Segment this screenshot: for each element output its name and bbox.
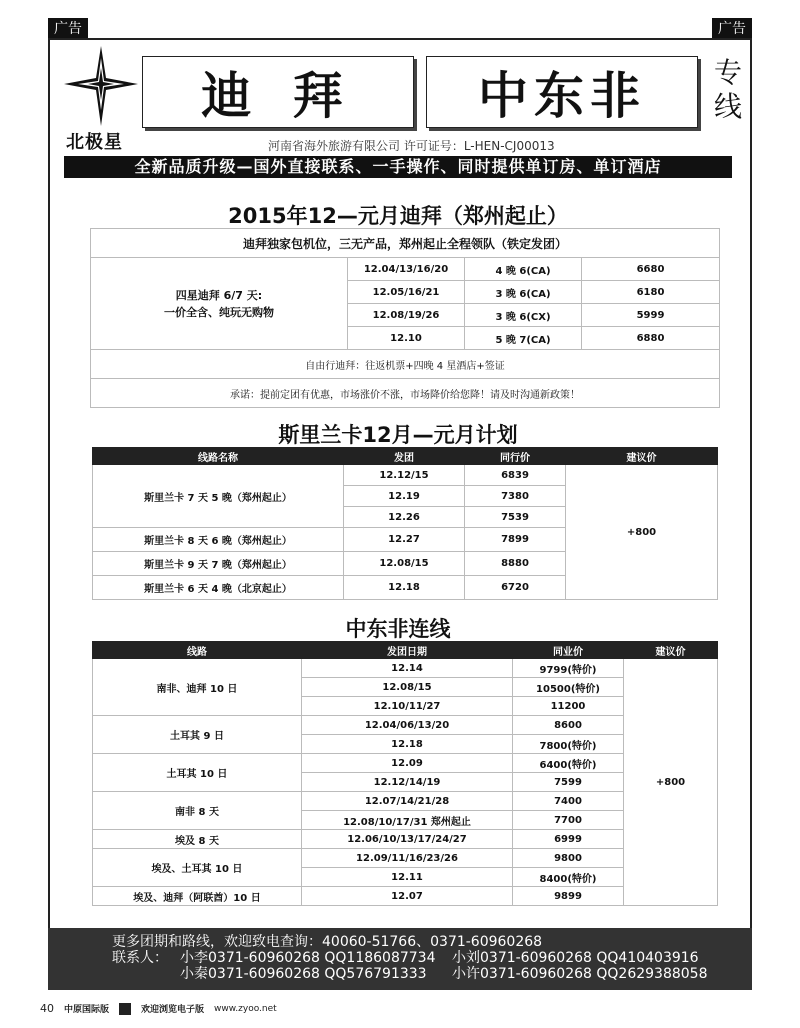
dubai-stay: 4 晚 6(CA) (465, 258, 582, 281)
contacts-label: 联系人： (112, 950, 168, 966)
contact-person: 小刘0371-60960268 QQ410403916 (452, 950, 699, 966)
col-route: 线路名称 (93, 448, 344, 465)
peer-price: 7700 (513, 811, 624, 830)
depart-date: 12.26 (344, 507, 465, 528)
edition-logo-icon (119, 1003, 131, 1015)
depart-date: 12.14 (302, 659, 513, 678)
page-number: 40 (40, 1002, 54, 1015)
dubai-table (90, 228, 720, 408)
depart-date: 12.18 (344, 576, 465, 600)
route-name: 埃及 8 天 (93, 830, 302, 849)
col-peer-price: 同行价 (465, 448, 566, 465)
peer-price: 7599 (513, 773, 624, 792)
depart-date: 12.11 (302, 868, 513, 887)
dubai-date: 12.04/13/16/20 (348, 258, 465, 281)
title-dubai: 迪 拜 (142, 56, 414, 128)
depart-date: 12.07/14/21/28 (302, 792, 513, 811)
section3-title: 中东非连线 (345, 617, 451, 641)
peer-price: 6839 (465, 465, 566, 486)
depart-date: 12.09/11/16/23/26 (302, 849, 513, 868)
e-edition-text: 欢迎浏览电子版 (141, 1005, 205, 1015)
peer-price: 9800 (513, 849, 624, 868)
col-suggest-price: 建议价 (624, 642, 718, 659)
dubai-package-label: 四星迪拜 6/7 天: 一价全含、纯玩无购物 (91, 258, 348, 350)
depart-date: 12.09 (302, 754, 513, 773)
peer-price: 7800(特价) (513, 735, 624, 754)
contact-footer (48, 928, 752, 990)
depart-date: 12.08/10/17/31 郑州起止 (302, 811, 513, 830)
contact-person: 小许0371-60960268 QQ2629388058 (452, 966, 708, 982)
depart-date: 12.04/06/13/20 (302, 716, 513, 735)
peer-price: 7899 (465, 528, 566, 552)
route-name: 土耳其 9 日 (93, 716, 302, 754)
dubai-stay: 3 晚 6(CA) (465, 281, 582, 304)
depart-date: 12.19 (344, 486, 465, 507)
edition-name: 中原国际版 (64, 1005, 110, 1015)
slogan-banner: 全新品质升级—国外直接联系、一手操作、同时提供单订房、单订酒店 (64, 156, 732, 178)
dubai-table-head: 迪拜独家包机位，三无产品，郑州起止全程领队（铁定发团） (91, 229, 720, 258)
peer-price: 6999 (513, 830, 624, 849)
depart-date: 12.12/14/19 (302, 773, 513, 792)
ad-tag-left: 广告 (48, 18, 88, 40)
route-name: 南非 8 天 (93, 792, 302, 830)
peer-price: 9899 (513, 887, 624, 906)
dubai-note-freetravel: 自由行迪拜：往返机票+四晚 4 星酒店+签证 (91, 350, 720, 379)
dubai-stay: 5 晚 7(CA) (465, 327, 582, 350)
route-name: 埃及、土耳其 10 日 (93, 849, 302, 887)
route-name: 斯里兰卡 9 天 7 晚（郑州起止） (93, 552, 344, 576)
col-peer-price: 同业价 (513, 642, 624, 659)
depart-date: 12.18 (302, 735, 513, 754)
peer-price: 11200 (513, 697, 624, 716)
contact-person: 小李0371-60960268 QQ1186087734 (180, 950, 436, 966)
col-route: 线路 (93, 642, 302, 659)
peer-price: 6400(特价) (513, 754, 624, 773)
suggest-price: +800 (566, 465, 718, 600)
dubai-price: 6880 (582, 327, 720, 350)
col-suggest-price: 建议价 (566, 448, 718, 465)
dubai-stay: 3 晚 6(CX) (465, 304, 582, 327)
agency-info: 河南省海外旅游有限公司 许可证号：L-HEN-CJ00013 (268, 139, 555, 153)
contact-person: 小秦0371-60960268 QQ576791333 (180, 966, 427, 982)
dubai-date: 12.05/16/21 (348, 281, 465, 304)
peer-price: 9799(特价) (513, 659, 624, 678)
route-name: 埃及、迪拜（阿联酋）10 日 (93, 887, 302, 906)
route-name: 土耳其 10 日 (93, 754, 302, 792)
section2-title: 斯里兰卡12月—元月计划 (278, 423, 518, 447)
depart-date: 12.10/11/27 (302, 697, 513, 716)
page-bar (40, 1002, 277, 1015)
title-side-text: 专线 (713, 56, 742, 123)
suggest-price: +800 (624, 659, 718, 906)
peer-price: 8400(特价) (513, 868, 624, 887)
depart-date: 12.07 (302, 887, 513, 906)
depart-date: 12.08/15 (344, 552, 465, 576)
website-link[interactable]: www.zyoo.net (214, 1003, 277, 1014)
peer-price: 7400 (513, 792, 624, 811)
depart-date: 12.08/15 (302, 678, 513, 697)
ad-tag-right: 广告 (712, 18, 752, 40)
dubai-date: 12.08/19/26 (348, 304, 465, 327)
peer-price: 7380 (465, 486, 566, 507)
depart-date: 12.12/15 (344, 465, 465, 486)
peer-price: 7539 (465, 507, 566, 528)
peer-price: 10500(特价) (513, 678, 624, 697)
route-name: 斯里兰卡 6 天 4 晚（北京起止） (93, 576, 344, 600)
route-name: 斯里兰卡 8 天 6 晚（郑州起止） (93, 528, 344, 552)
dubai-price: 5999 (582, 304, 720, 327)
mideast-africa-table (92, 641, 718, 906)
col-depart: 发团 (344, 448, 465, 465)
depart-date: 12.27 (344, 528, 465, 552)
col-depart-date: 发团日期 (302, 642, 513, 659)
peer-price: 6720 (465, 576, 566, 600)
peer-price: 8880 (465, 552, 566, 576)
dubai-note-promise: 承诺：提前定团有优惠，市场涨价不涨，市场降价给您降！请及时沟通新政策！ (91, 379, 720, 408)
dubai-price: 6680 (582, 258, 720, 281)
title-mideast-africa: 中东非 (426, 56, 698, 128)
depart-date: 12.06/10/13/17/24/27 (302, 830, 513, 849)
logo-text: 北极星 (66, 132, 123, 153)
dubai-price: 6180 (582, 281, 720, 304)
route-name: 斯里兰卡 7 天 5 晚（郑州起止） (93, 465, 344, 528)
contact-line: 更多团期和路线，欢迎致电查询：40060-51766、0371-60960268 (112, 934, 543, 950)
srilanka-table (92, 447, 718, 600)
dubai-date: 12.10 (348, 327, 465, 350)
route-name: 南非、迪拜 10 日 (93, 659, 302, 716)
peer-price: 8600 (513, 716, 624, 735)
section1-title: 2015年12—元月迪拜（郑州起止） (228, 204, 568, 228)
